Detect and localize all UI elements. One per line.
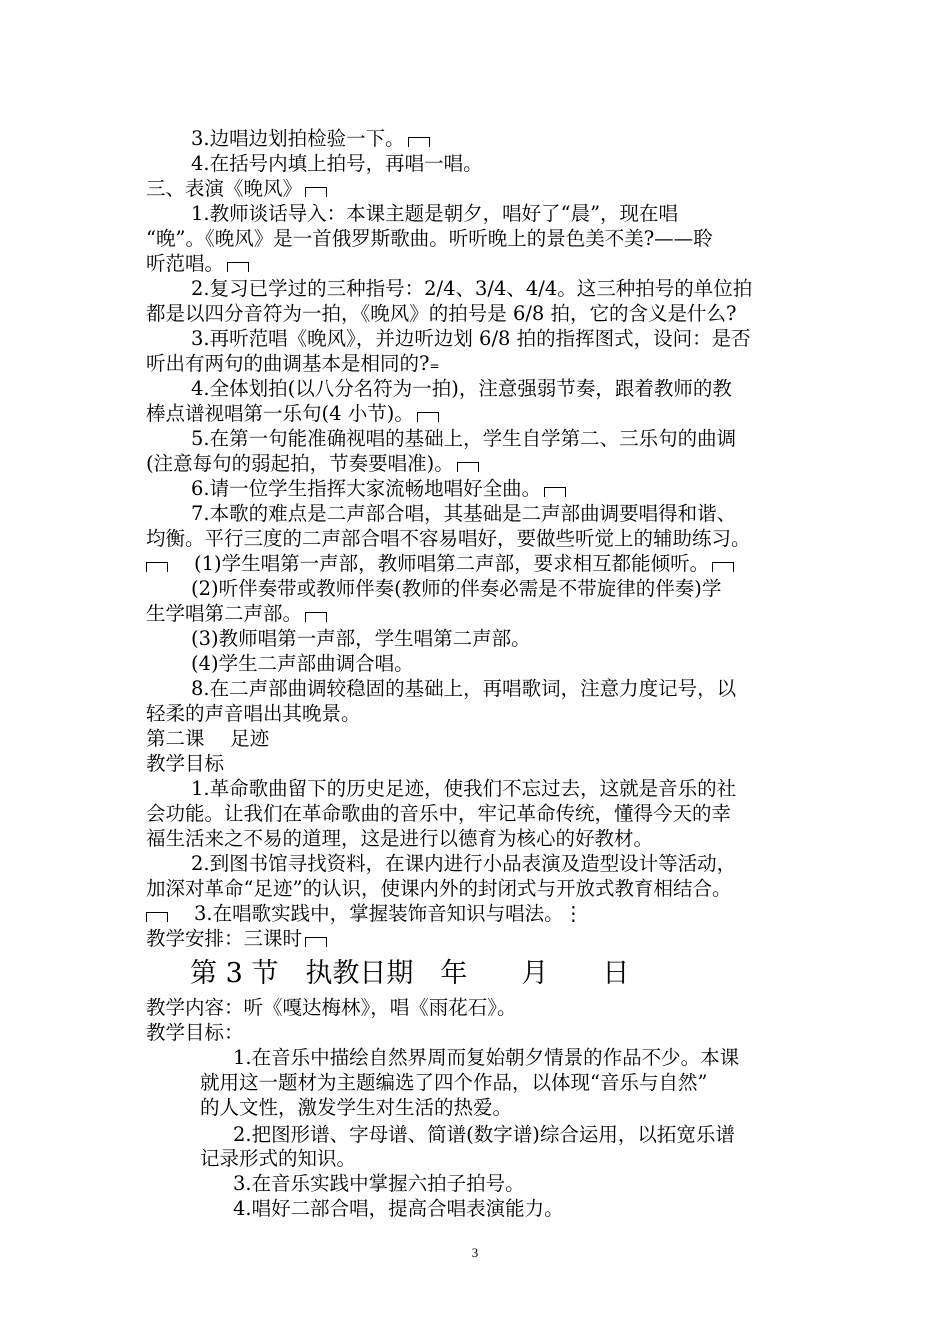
text-line: 都是以四分音符为一拍，《晚风》的拍号是 6/8 拍，它的含义是什么? — [146, 302, 737, 325]
line-text: 6.请一位学生指挥大家流畅地唱好全曲。 — [191, 477, 542, 500]
paragraph-mark-icon — [146, 562, 168, 572]
paragraph-mark-icon — [146, 912, 168, 922]
text-line: 1.教师谈话导入：本课主题是朝夕，唱好了“晨”，现在唱 — [191, 202, 679, 225]
text-line: 8.在二声部曲调较稳固的基础上，再唱歌词，注意力度记号，以 — [191, 677, 737, 700]
text-line: 2.到图书馆寻找资料，在课内进行小品表演及造型设计等活动， — [191, 852, 737, 875]
paragraph-mark-icon — [305, 937, 327, 947]
text-line: 轻柔的声音唱出其晚景。 — [146, 702, 361, 725]
text-line: 2.把图形谱、字母谱、简谱(数字谱)综合运用，以拓宽乐谱 — [233, 1123, 735, 1146]
section-label: 教学目标： — [146, 1021, 244, 1044]
paragraph-mark-icon — [544, 487, 566, 497]
paragraph-mark-icon — [712, 562, 734, 572]
text-line: 均衡。平行三度的二声部合唱不容易唱好，要做些听觉上的辅助练习。 — [146, 527, 751, 550]
text-line: 1.革命歌曲留下的历史足迹，使我们不忘过去，这就是音乐的社 — [191, 777, 737, 800]
text-line: 1.在音乐中描绘自然界周而复始朝夕情景的作品不少。本课 — [233, 1046, 740, 1069]
paragraph-mark-icon — [227, 262, 249, 272]
line-text: 生学唱第二声部。 — [146, 602, 303, 625]
text-line: 福生活来之不易的道理，这是进行以德育为核心的好教材。 — [146, 827, 654, 850]
line-text: (注意每句的弱起拍，节奏要唱准)。 — [146, 452, 454, 475]
text-line: 就用这一题材为主题编选了四个作品，以体现“音乐与自然” — [200, 1071, 708, 1094]
line-text: 教学安排：三课时 — [146, 927, 303, 950]
text-line: 记录形式的知识。 — [200, 1147, 357, 1170]
line-text: (1)学生唱第一声部，教师唱第二声部，要求相互都能倾听。 — [194, 552, 710, 575]
lesson-heading: 第二课 足迹 — [146, 727, 270, 750]
text-line — [146, 602, 327, 626]
section-heading: 第 3 节 执教日期 年 月 日 — [190, 958, 630, 989]
text-line: (3)教师唱第一声部，学生唱第二声部。 — [191, 627, 531, 650]
text-line: “晚”。《晚风》是一首俄罗斯歌曲。听听晚上的景色美不美?——聆 — [146, 227, 713, 250]
equals-mark-icon: = — [429, 359, 440, 373]
paragraph-mark-icon — [408, 137, 430, 147]
text-line — [146, 927, 327, 951]
line-text: 3.在唱歌实践中，掌握装饰音知识与唱法。⋮ — [194, 902, 584, 925]
paragraph-mark-icon — [305, 187, 327, 197]
text-line — [191, 477, 566, 501]
line-text: 棒点谱视唱第一乐句(4 小节)。 — [146, 402, 414, 425]
text-line: 4.全体划拍(以八分名符为一拍)，注意强弱节奏，跟着教师的教 — [191, 377, 732, 400]
text-line — [146, 552, 734, 576]
text-line — [146, 902, 583, 926]
text-line: 7.本歌的难点是二声部合唱，其基础是二声部曲调要唱得和谐、 — [191, 502, 737, 525]
section-label: 教学目标 — [146, 752, 225, 775]
text-line: 3.再听范唱《晚风》，并边听边划 6/8 拍的指挥图式，设问：是否 — [191, 327, 751, 350]
paragraph-mark-icon — [417, 412, 439, 422]
paragraph-mark-icon — [457, 462, 479, 472]
text-line — [191, 127, 430, 151]
text-line: 3.在音乐实践中掌握六拍子拍号。 — [233, 1172, 525, 1195]
text-line: 会功能。让我们在革命歌曲的音乐中，牢记革命传统，懂得今天的幸 — [146, 802, 732, 825]
page-number: 3 — [471, 1245, 479, 1260]
line-text: 三、表演《晚风》 — [146, 177, 303, 200]
text-line — [146, 452, 479, 476]
line-text: 3.边唱边划拍检验一下。 — [191, 127, 405, 150]
text-line — [146, 402, 439, 426]
text-line: (4)学生二声部曲调合唱。 — [191, 652, 414, 675]
text-line: 的人文性，激发学生对生活的热爱。 — [200, 1096, 513, 1119]
line-text: 听范唱。 — [146, 252, 225, 275]
text-line — [146, 252, 249, 276]
text-line: 2.复习已学过的三种指号：2/4、3/4、4/4。这三种拍号的单位拍 — [191, 277, 753, 300]
line-text: 听出有两句的曲调基本是相同的? — [146, 352, 430, 375]
text-line — [146, 177, 327, 201]
paragraph-mark-icon — [305, 612, 327, 622]
text-line: 加深对革命“足迹”的认识，使课内外的封闭式与开放式教育相结合。 — [146, 877, 732, 900]
text-line — [146, 352, 440, 378]
text-line: (2)听伴奏带或教师伴奏(教师的伴奏必需是不带旋律的伴奏)学 — [191, 577, 722, 600]
text-line: 4.在括号内填上拍号，再唱一唱。 — [191, 152, 483, 175]
text-line: 5.在第一句能准确视唱的基础上，学生自学第二、三乐句的曲调 — [191, 427, 737, 450]
text-line: 教学内容：听《嘎达梅林》，唱《雨花石》。 — [146, 996, 517, 1019]
text-line: 4.唱好二部合唱，提高合唱表演能力。 — [233, 1197, 564, 1220]
